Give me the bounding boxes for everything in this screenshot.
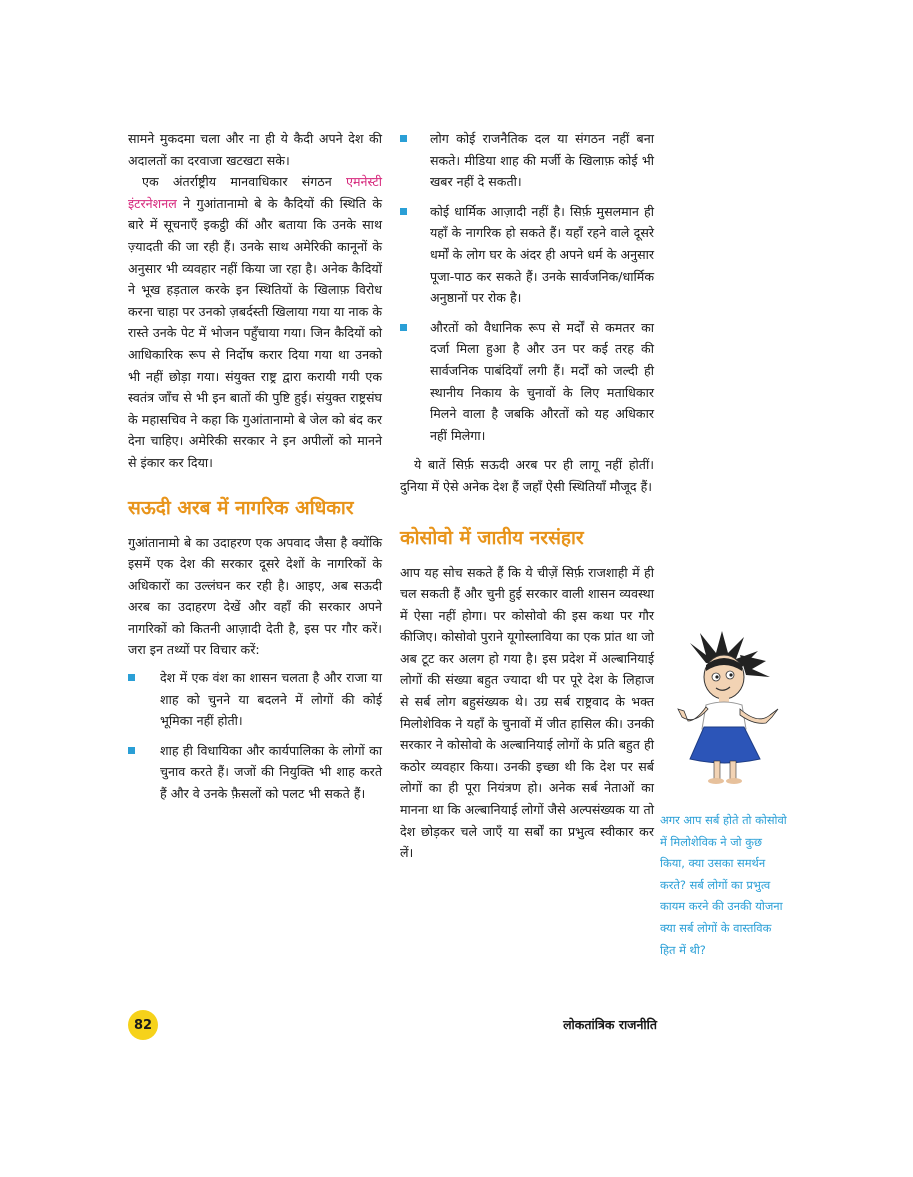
list-item-text: देश में एक वंश का शासन चलता है और राजा या शाह को चुनने या बदलने में लोगों की कोई भूमिका नहीं होती। [160, 670, 382, 729]
mid-para-2: आप यह सोच सकते हैं कि ये चीज़ें सिर्फ़ राजशाही में ही चल सकती हैं और चुनी हुई सरकार वाली शासन व्यवस्था में ऐसा नहीं होगा। पर कोसोवो की इस कथा पर गौर कीजिए। कोसोवो पुराने यूगोस्लाविया का एक प्रांत था जो अब टूट कर अलग हो गया है। इस प्रदेश में अल्बानियाई लोगों की संख्या बहुत ज्यादा थी पर पूरे देश के लिहाज से सर्ब लोग बहुसंख्यक थे। उग्र सर्ब राष्ट्रवाद के भक्त मिलोशेविक ने यहाँ के चुनावों में जीत हासिल की। उनकी सरकार ने कोसोवो के अल्बानियाई लोगों के प्रति बहुत ही कठोर व्यवहार किया। उनकी इच्छा थी कि देश पर सर्ब लोगों का ही पूरा नियंत्रण हो। अनेक सर्ब नेताओं का मानना था कि अल्बानियाई लोगों जैसे अल्पसंख्यक या तो देश छोड़कर चले जाएँ या सर्बों का प्रभुत्व स्वीकार कर लें। [400, 564, 654, 861]
list-item-text: औरतों को वैधानिक रूप से मर्दों से कमतर का दर्जा मिला हुआ है और उन पर कई तरह की सार्वजनिक पाबंदियाँ लगी हैं। मर्दों को जल्दी ही स्थानीय निकाय के चुनावों के लिए मताधिकार मिलने वाला है जबकि औरतों को यह अधिकार नहीं मिलेगा। [430, 319, 654, 443]
book-title: लोकतांत्रिक राजनीति [563, 1017, 657, 1032]
list-item [128, 667, 382, 732]
page-number-badge: 82 [128, 1010, 158, 1040]
list-item-text: कोई धार्मिक आज़ादी नहीं है। सिर्फ़ मुसलमान ही यहाँ के नागरिक हो सकते हैं। यहाँ रहने वाले दूसरे धर्मों के लोग घर के अंदर ही अपने धर्म के अनुसार पूजा-पाठ कर सकते हैं। उनके सार्वजनिक/धार्मिक अनुष्ठानों पर रोक है। [430, 203, 654, 306]
left-para-1: सामने मुकदमा चला और ना ही ये कैदी अपने देश की अदालतों का दरवाजा खटखटा सके। [128, 131, 382, 168]
caption-text: अगर आप सर्ब होते तो कोसोवो में मिलोशेविक ने जो कुछ किया, क्या उसका समर्थन करते? सर्ब लोगों का प्रभुत्व कायम करने की उनकी योजना क्या सर्ब लोगों के वास्तविक हित में थी? [660, 813, 787, 957]
square-bullet-icon [400, 135, 407, 142]
list-item [128, 740, 382, 805]
square-bullet-icon [128, 674, 135, 681]
mid-bullet-list [400, 128, 654, 446]
sidebar-caption [660, 810, 788, 961]
left-para-2-rest: ने गुआंतानामो बे के कैदियों की स्थिति के बारे में सूचनाएँ इकट्ठी कीं और बताया कि उनके साथ ज़्यादती की जा रही हैं। उनके साथ अमेरिकी कानूनों के अनुसार भी व्यवहार नहीं किया जा रहा है। अनेक कैदियों ने भूख हड़ताल करके इन स्थितियों के खिलाफ़ विरोध करना चाहा पर उनको ज़बर्दस्ती खिलाया गया या नाक के रास्ते उनके पेट में भोजन पहुँचाया गया। जिन कैदियों को आधिकारिक रूप से निर्दोष करार दिया गया था उनको भी नहीं छोड़ा गया। संयुक्त राष्ट्र द्वारा करायी गयी एक स्वतंत्र जाँच से भी इन बातों की पुष्टि हुई। संयुक्त राष्ट्रसंघ के महासचिव ने कहा कि गुआंतानामो बे जेल को बंद कर देना चाहिए। अमेरिकी सरकार ने इन अपीलों को मानने से इंकार कर दिया। [128, 195, 382, 470]
mid-para-1: ये बातें सिर्फ़ सऊदी अरब पर ही लागू नहीं होतीं। दुनिया में ऐसे अनेक देश हैं जहाँ ऐसी स्थितियाँ मौजूद हैं। [400, 457, 654, 494]
square-bullet-icon [400, 208, 407, 215]
list-item [400, 317, 654, 447]
list-item [400, 201, 654, 309]
amnesty-highlight: एमनेस्टी इंटरनेशनल [128, 174, 382, 211]
square-bullet-icon [128, 747, 135, 754]
list-item-text: शाह ही विधायिका और कार्यपालिका के लोगों का चुनाव करते हैं। जजों की नियुक्ति भी शाह करते हैं और वे उनके फ़ैसलों को पलट भी सकते हैं। [160, 742, 382, 802]
left-para-2-start: एक अंतर्राष्ट्रीय मानवाधिकार संगठन [142, 174, 346, 190]
left-bullet-list [128, 667, 382, 805]
list-item [400, 128, 654, 193]
heading-saudi-arabia: सऊदी अरब में नागरिक अधिकार [128, 496, 354, 519]
square-bullet-icon [400, 324, 407, 331]
heading-kosovo: कोसोवो में जातीय नरसंहार [400, 526, 584, 549]
cartoon-girl-illustration [666, 625, 790, 787]
list-item-text: लोग कोई राजनैतिक दल या संगठन नहीं बना सकते। मीडिया शाह की मर्जी के खिलाफ़ कोई भी खबर नहीं दे सकती। [430, 131, 654, 190]
left-para-3: गुआंतानामो बे का उदाहरण एक अपवाद जैसा है क्योंकि इसमें एक देश की सरकार दूसरे देशों के नागरिकों के अधिकारों का उल्लंघन कर रही है। आइए, अब सऊदी अरब का उदाहरण देखें और वहाँ की सरकार अपने नागरिकों को कितनी आज़ादी देती है, इस पर गौर करें। जरा इन तथ्यों पर विचार करें: [128, 534, 382, 658]
left-para-2 [128, 171, 382, 473]
middle-column [400, 128, 654, 864]
left-column [128, 128, 382, 813]
girl-shrugging-icon [666, 625, 790, 787]
